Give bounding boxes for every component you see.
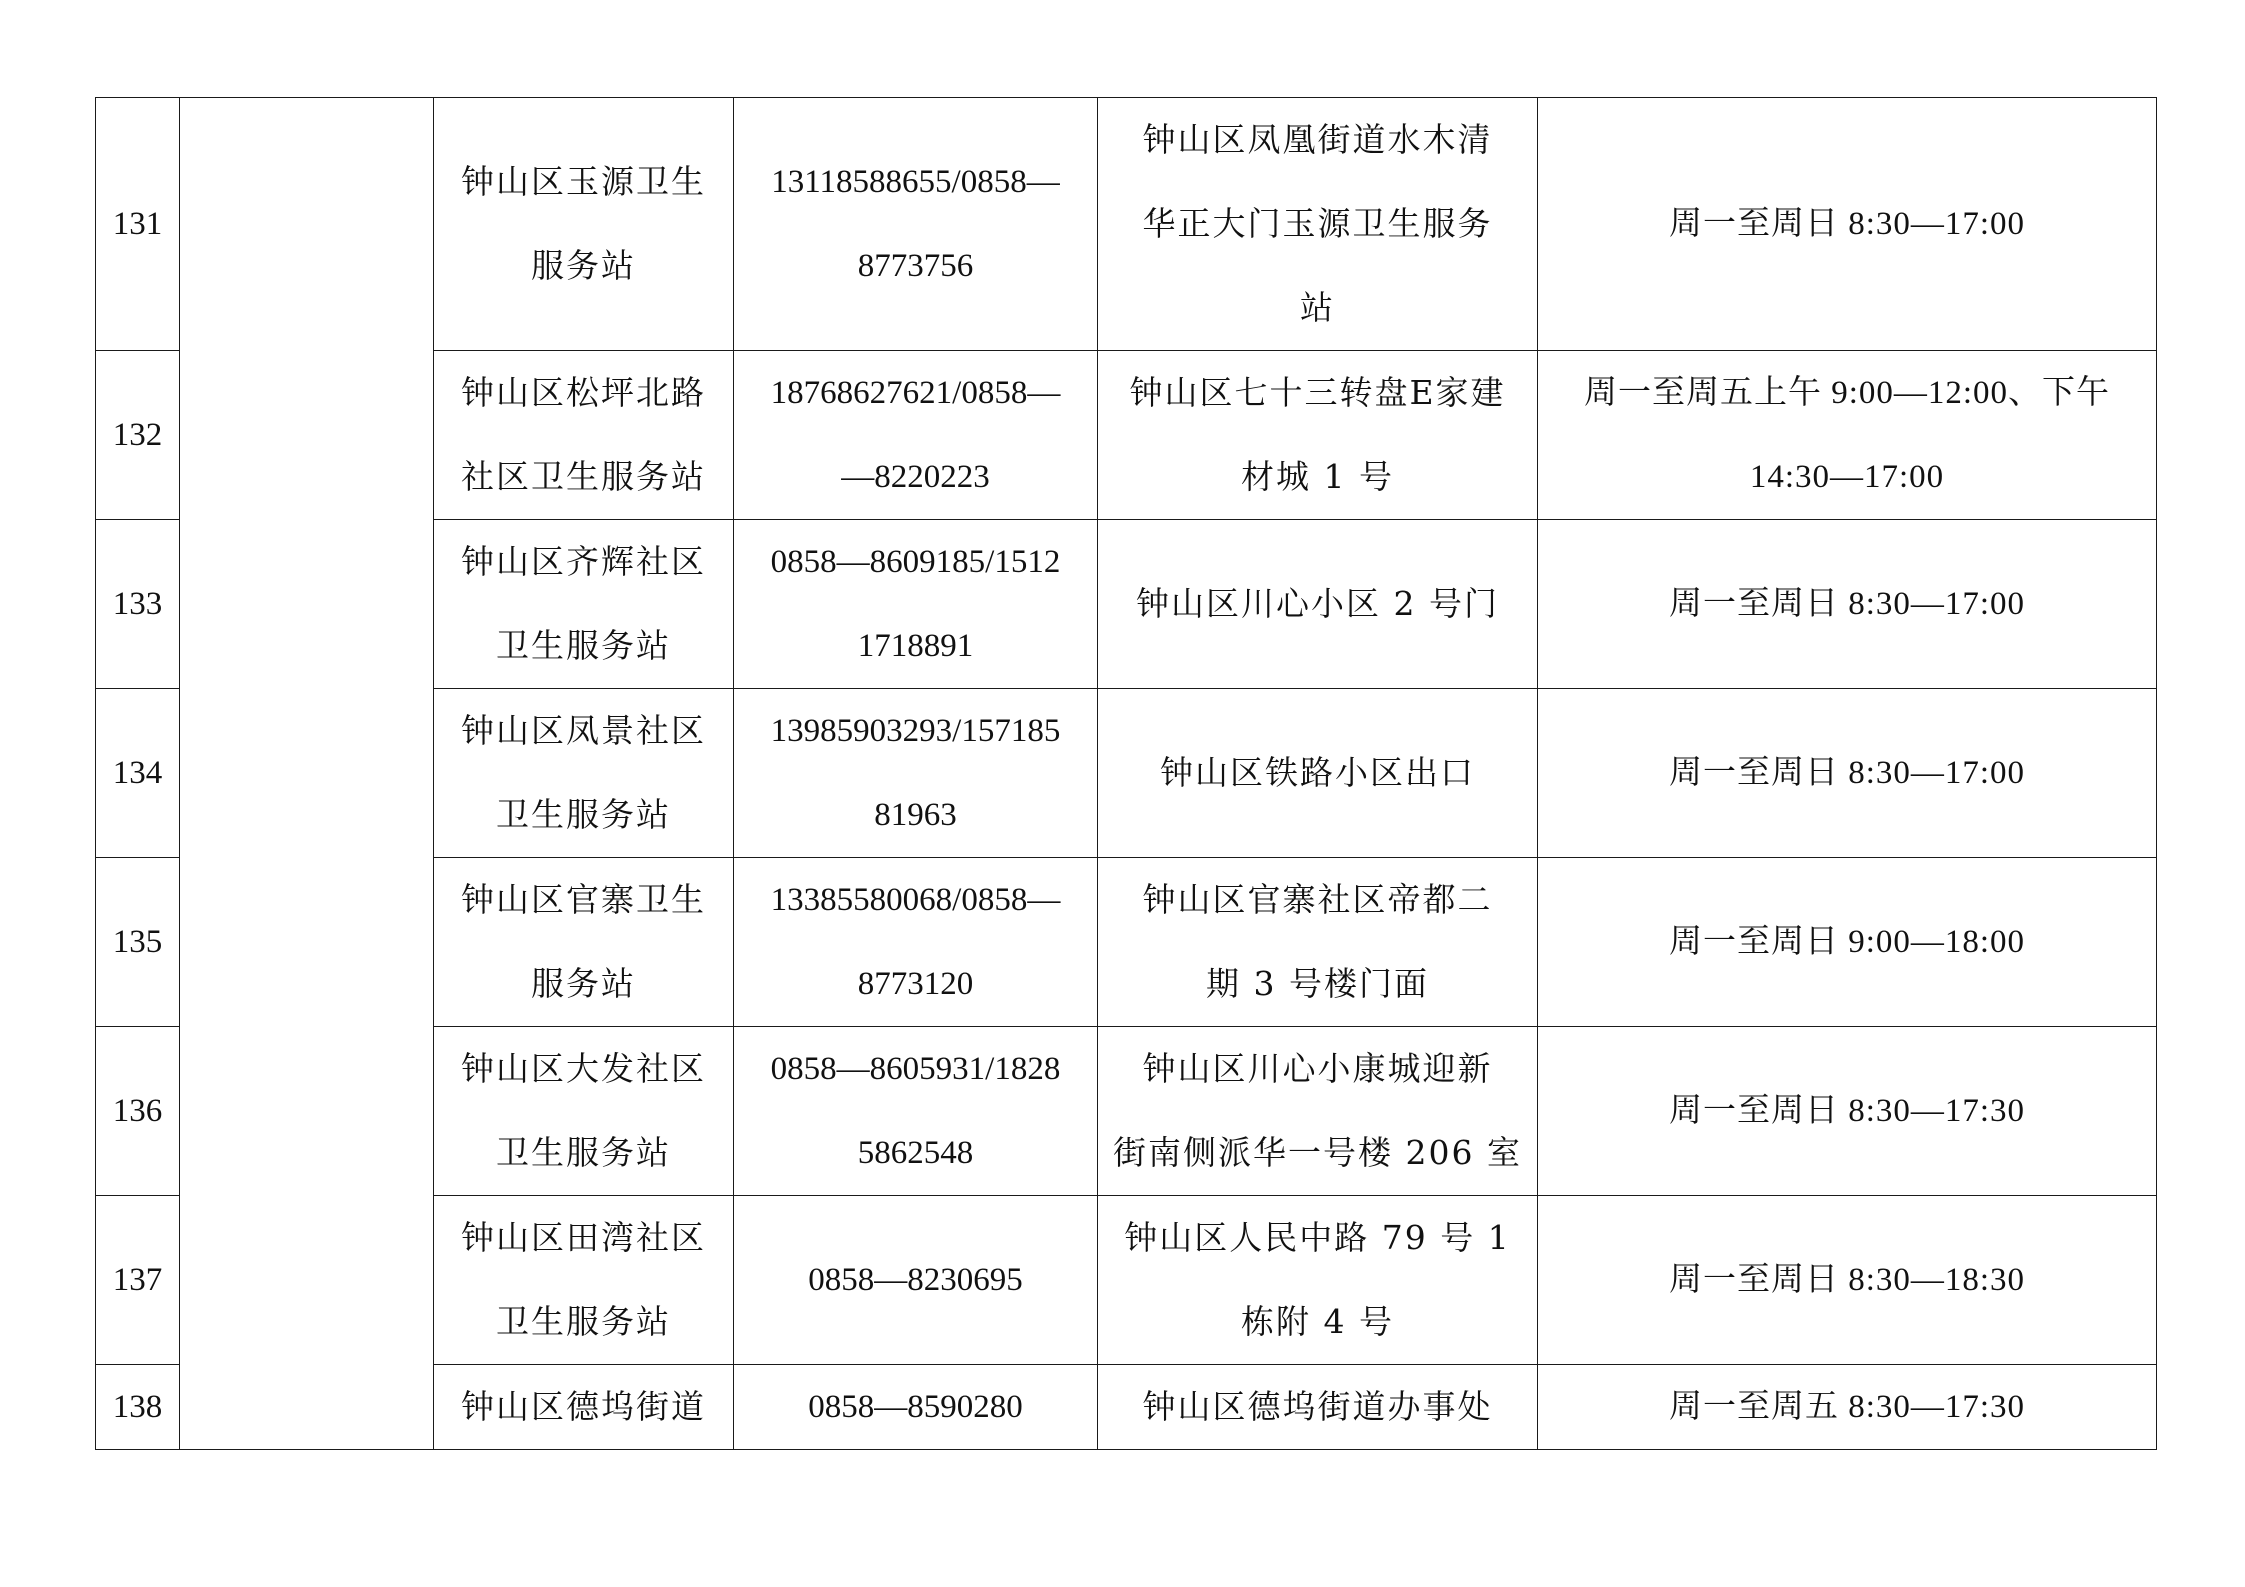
row-number-line: 137	[112, 1262, 163, 1298]
hours-line: 周一至周五上午 9:00—12:00、下午	[1583, 375, 2111, 411]
address-line: 钟山区官寨社区帝都二	[1142, 880, 1493, 919]
address-cell	[1098, 520, 1538, 689]
hours-line: 周一至周日 8:30—17:00	[1668, 755, 2026, 791]
hours-cell	[1538, 1196, 2157, 1365]
phone-line: 1718891	[857, 628, 974, 664]
row-number-line: 131	[112, 206, 163, 242]
region-cell-empty	[180, 98, 434, 1450]
phone-line: 81963	[874, 797, 957, 833]
row-number-cell	[96, 1027, 180, 1196]
hours-cell	[1538, 1365, 2157, 1450]
facility-name-line: 钟山区田湾社区	[461, 1218, 706, 1257]
facility-table-body	[96, 98, 2157, 1450]
phone-line: 8773756	[857, 248, 974, 284]
row-number-cell	[96, 1196, 180, 1365]
phone-line: 0858—8590280	[808, 1389, 1023, 1425]
hours-cell	[1538, 98, 2157, 351]
row-number-line: 132	[112, 417, 163, 453]
row-number-cell	[96, 520, 180, 689]
facility-name-line: 卫生服务站	[496, 795, 671, 834]
facility-name-cell	[434, 1027, 734, 1196]
facility-name-cell	[434, 1196, 734, 1365]
phone-cell	[734, 520, 1098, 689]
row-number-cell	[96, 1365, 180, 1450]
address-line: 期 3 号楼门面	[1206, 964, 1429, 1003]
phone-cell	[734, 98, 1098, 351]
address-line: 钟山区德坞街道办事处	[1142, 1387, 1493, 1426]
address-line: 钟山区人民中路 79 号 1	[1124, 1218, 1511, 1257]
hours-line: 14:30—17:00	[1749, 459, 1945, 495]
address-line: 钟山区川心小区 2 号门	[1136, 584, 1499, 623]
address-line: 街南侧派华一号楼 206 室	[1113, 1133, 1522, 1172]
row-number-line: 138	[112, 1389, 163, 1425]
phone-cell	[734, 689, 1098, 858]
facility-name-cell	[434, 1365, 734, 1450]
phone-cell	[734, 1196, 1098, 1365]
address-line: 钟山区凤凰街道水木清	[1142, 120, 1493, 159]
facility-name-line: 钟山区官寨卫生	[461, 880, 706, 919]
phone-line: 13385580068/0858—	[770, 882, 1061, 918]
row-number-cell	[96, 351, 180, 520]
row-number-line: 136	[112, 1093, 163, 1129]
hours-cell	[1538, 689, 2157, 858]
hours-line: 周一至周日 8:30—18:30	[1668, 1262, 2026, 1298]
facility-name-line: 钟山区大发社区	[461, 1049, 706, 1088]
facility-name-line: 服务站	[531, 246, 636, 285]
hours-cell	[1538, 351, 2157, 520]
hours-cell	[1538, 1027, 2157, 1196]
facility-name-line: 卫生服务站	[496, 1133, 671, 1172]
phone-line: 18768627621/0858—	[770, 375, 1061, 411]
address-cell	[1098, 98, 1538, 351]
facility-name-line: 社区卫生服务站	[461, 457, 706, 496]
facility-name-line: 卫生服务站	[496, 1302, 671, 1341]
table-row	[96, 98, 2157, 351]
phone-line: —8220223	[841, 459, 990, 495]
facility-name-cell	[434, 689, 734, 858]
hours-line: 周一至周五 8:30—17:30	[1668, 1389, 2026, 1425]
address-line: 材城 1 号	[1241, 457, 1394, 496]
address-line: 栋附 4 号	[1241, 1302, 1394, 1341]
facility-name-line: 服务站	[531, 964, 636, 1003]
facility-name-cell	[434, 351, 734, 520]
hours-line: 周一至周日 8:30—17:00	[1668, 586, 2026, 622]
facility-name-line: 卫生服务站	[496, 626, 671, 665]
facility-name-line: 钟山区德坞街道	[461, 1387, 706, 1426]
address-line: 钟山区七十三转盘E家建	[1129, 373, 1506, 412]
hours-line: 周一至周日 9:00—18:00	[1668, 924, 2026, 960]
phone-line: 13985903293/157185	[770, 713, 1061, 749]
phone-line: 0858—8230695	[808, 1262, 1023, 1298]
row-number-cell	[96, 98, 180, 351]
address-cell	[1098, 351, 1538, 520]
facility-table	[95, 97, 2157, 1450]
phone-cell	[734, 1365, 1098, 1450]
address-cell	[1098, 858, 1538, 1027]
facility-name-cell	[434, 520, 734, 689]
phone-cell	[734, 1027, 1098, 1196]
address-line: 钟山区铁路小区出口	[1160, 753, 1475, 792]
address-cell	[1098, 1027, 1538, 1196]
phone-line: 0858—8609185/1512	[770, 544, 1061, 580]
facility-name-cell	[434, 98, 734, 351]
address-cell	[1098, 1365, 1538, 1450]
phone-line: 5862548	[857, 1135, 974, 1171]
hours-cell	[1538, 858, 2157, 1027]
row-number-line: 134	[112, 755, 163, 791]
row-number-line: 135	[112, 924, 163, 960]
hours-cell	[1538, 520, 2157, 689]
facility-name-line: 钟山区凤景社区	[461, 711, 706, 750]
address-line: 钟山区川心小康城迎新	[1142, 1049, 1493, 1088]
row-number-line: 133	[112, 586, 163, 622]
phone-cell	[734, 351, 1098, 520]
row-number-cell	[96, 689, 180, 858]
phone-cell	[734, 858, 1098, 1027]
row-number-cell	[96, 858, 180, 1027]
address-cell	[1098, 689, 1538, 858]
address-line: 站	[1300, 288, 1335, 327]
phone-line: 8773120	[857, 966, 974, 1002]
facility-name-line: 钟山区玉源卫生	[461, 162, 706, 201]
address-line: 华正大门玉源卫生服务	[1142, 204, 1493, 243]
facility-name-line: 钟山区松坪北路	[461, 373, 706, 412]
hours-line: 周一至周日 8:30—17:00	[1668, 206, 2026, 242]
facility-name-line: 钟山区齐辉社区	[461, 542, 706, 581]
hours-line: 周一至周日 8:30—17:30	[1668, 1093, 2026, 1129]
phone-line: 13118588655/0858—	[771, 164, 1060, 200]
address-cell	[1098, 1196, 1538, 1365]
phone-line: 0858—8605931/1828	[770, 1051, 1061, 1087]
facility-name-cell	[434, 858, 734, 1027]
